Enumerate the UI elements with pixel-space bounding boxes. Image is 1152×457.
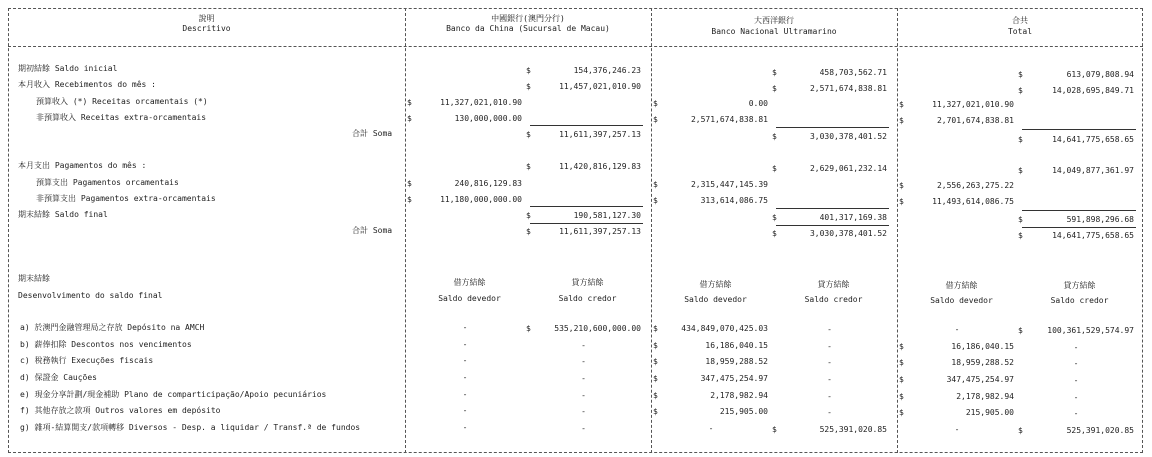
boc-credit-zh: 貸方結餘	[571, 278, 604, 287]
item-label: e) 現金分享計劃/現金補助 Plano de comparticipação/Apoio pecuniários	[20, 390, 327, 399]
amount-value: 16,186,040.15	[705, 341, 768, 350]
dash-value: -	[462, 406, 468, 415]
currency-sign: $	[653, 196, 658, 205]
bnu-value: 2,629,061,232.14	[809, 164, 887, 173]
currency-sign: $	[653, 374, 658, 383]
sum-rule	[776, 225, 889, 226]
dash-value: -	[581, 407, 586, 416]
boc-value: 154,376,246.23	[573, 66, 641, 75]
currency-sign: $	[772, 68, 777, 77]
currency-sign: $	[653, 324, 658, 333]
currency-sign: $	[772, 164, 777, 173]
total-value: 11,327,021,010.90	[932, 100, 1014, 109]
sum-rule	[530, 206, 643, 207]
dash-value: -	[827, 342, 832, 351]
currency-sign: $	[899, 197, 904, 206]
currency-sign: $	[899, 181, 904, 190]
boc-value: 11,180,000,000.00	[440, 195, 522, 204]
currency-sign: $	[899, 375, 904, 384]
amount-value: 2,178,982.94	[956, 392, 1014, 401]
currency-sign: $	[526, 324, 531, 333]
dash-value: -	[462, 356, 468, 365]
currency-sign: $	[772, 229, 777, 238]
sum-rule	[530, 223, 643, 224]
currency-sign: $	[653, 407, 658, 416]
bnu-value: 458,703,562.71	[819, 68, 887, 77]
currency-sign: $	[407, 114, 412, 123]
currency-sign: $	[1018, 231, 1023, 240]
dev-title-zh: 期末結餘	[18, 274, 50, 283]
boc-debit-pt: Saldo devedor	[438, 294, 501, 303]
currency-sign: $	[653, 180, 658, 189]
dash-value: -	[462, 373, 468, 382]
currency-sign: $	[526, 227, 531, 236]
amount-value: 100,361,529,574.97	[1047, 326, 1134, 335]
total-value: 591,898,296.68	[1066, 215, 1134, 224]
boc-value: 130,000,000.00	[454, 114, 522, 123]
total-debit-pt: Saldo devedor	[930, 296, 993, 305]
boc-debit-zh: 借方結餘	[453, 278, 486, 287]
total-value: 2,556,263,275.22	[936, 181, 1014, 190]
boc-value: 240,816,129.83	[454, 179, 522, 188]
row-label: 預算支出 Pagamentos orcamentais	[36, 178, 179, 187]
row-label: 非預算收入 Receitas extra-orcamentais	[36, 113, 207, 122]
dash-value: -	[462, 340, 468, 349]
currency-sign: $	[1018, 215, 1023, 224]
currency-sign: $	[526, 130, 531, 139]
column-divider	[405, 8, 406, 453]
dash-value: -	[1073, 343, 1079, 352]
dash-value: -	[581, 391, 586, 400]
item-label: f) 其他存放之款項 Outros valores em depósito	[20, 406, 221, 415]
item-label: g) 雜項-結算開支/款項轉移 Diversos - Desp. a liquidar / Transf.ª de fundos	[20, 423, 361, 432]
column-divider	[651, 8, 652, 453]
row-label: 期初結餘 Saldo inicial	[18, 64, 118, 73]
bnu-value: 0.00	[748, 99, 768, 108]
currency-sign: $	[1018, 326, 1023, 335]
sum-rule	[776, 208, 889, 209]
header-desc-pt: Descritivo	[182, 24, 231, 33]
soma-label: 合計 Soma	[352, 129, 393, 138]
bnu-credit-zh: 貸方結餘	[817, 280, 850, 289]
bnu-value: 2,571,674,838.81	[690, 115, 768, 124]
currency-sign: $	[1018, 86, 1023, 95]
boc-credit-pt: Saldo credor	[558, 294, 617, 303]
total-value: 11,493,614,086.75	[932, 197, 1014, 206]
dash-value: -	[827, 392, 832, 401]
dash-value: -	[581, 374, 586, 383]
amount-value: 18,959,288.52	[705, 357, 768, 366]
bnu-debit-pt: Saldo devedor	[684, 295, 747, 304]
dash-value: -	[827, 358, 832, 367]
total-value: 14,049,877,361.97	[1052, 166, 1134, 175]
dash-value: -	[581, 424, 586, 433]
currency-sign: $	[772, 425, 777, 434]
total-value: 2,701,674,838.81	[936, 116, 1014, 125]
currency-sign: $	[899, 408, 904, 417]
bnu-value: 3,030,378,401.52	[809, 229, 887, 238]
header-bnu-pt: Banco Nacional Ultramarino	[711, 27, 837, 36]
currency-sign: $	[653, 391, 658, 400]
currency-sign: $	[653, 357, 658, 366]
total-value: 14,641,775,658.65	[1052, 231, 1134, 240]
dash-value: -	[581, 357, 586, 366]
header-desc-zh: 說明	[198, 14, 215, 23]
currency-sign: $	[899, 358, 904, 367]
boc-value: 11,327,021,010.90	[440, 98, 522, 107]
sum-rule	[530, 125, 643, 126]
amount-value: 347,475,254.97	[946, 375, 1014, 384]
boc-value: 11,611,397,257.13	[559, 227, 641, 236]
dash-value: -	[462, 423, 468, 432]
total-value: 613,079,808.94	[1066, 70, 1134, 79]
header-bnu-zh: 大西洋銀行	[754, 16, 794, 25]
dash-value: -	[954, 325, 960, 334]
bnu-credit-pt: Saldo credor	[804, 295, 863, 304]
currency-sign: $	[899, 342, 904, 351]
sum-rule	[1022, 210, 1136, 211]
currency-sign: $	[899, 392, 904, 401]
currency-sign: $	[653, 115, 658, 124]
sum-rule	[1022, 129, 1136, 130]
bnu-value: 2,571,674,838.81	[809, 84, 887, 93]
currency-sign: $	[526, 211, 531, 220]
amount-value: 434,849,070,425.03	[681, 324, 768, 333]
total-value: 14,641,775,658.65	[1052, 135, 1134, 144]
header-divider	[8, 46, 1143, 47]
boc-value: 11,457,021,010.90	[559, 82, 641, 91]
bnu-value: 313,614,086.75	[700, 196, 768, 205]
boc-value: 11,420,816,129.83	[559, 162, 641, 171]
bnu-value: 401,317,169.38	[819, 213, 887, 222]
amount-value: 2,178,982.94	[710, 391, 768, 400]
dash-value: -	[827, 408, 832, 417]
currency-sign: $	[407, 98, 412, 107]
row-label: 本月收入 Recebimentos do mês :	[18, 80, 156, 89]
amount-value: 535,210,600,000.00	[554, 324, 641, 333]
boc-value: 11,611,397,257.13	[559, 130, 641, 139]
currency-sign: $	[772, 84, 777, 93]
sum-rule	[1022, 227, 1136, 228]
currency-sign: $	[772, 132, 777, 141]
header-total-pt: Total	[1007, 27, 1033, 36]
currency-sign: $	[1018, 70, 1023, 79]
row-label: 本月支出 Pagamentos do mês :	[18, 161, 147, 170]
amount-value: 215,905.00	[719, 407, 768, 416]
currency-sign: $	[899, 100, 904, 109]
dash-value: -	[708, 424, 714, 433]
dash-value: -	[827, 325, 832, 334]
amount-value: 18,959,288.52	[951, 358, 1014, 367]
item-label: b) 薪俸扣除 Descontos nos vencimentos	[20, 340, 192, 349]
currency-sign: $	[1018, 135, 1023, 144]
boc-value: 190,581,127.30	[573, 211, 641, 220]
amount-value: 525,391,020.85	[819, 425, 887, 434]
amount-value: 215,905.00	[965, 408, 1014, 417]
total-debit-zh: 借方結餘	[945, 281, 978, 290]
header-boc-zh: 中國銀行(澳門分行)	[491, 14, 565, 23]
soma-label: 合計 Soma	[352, 226, 393, 235]
dash-value: -	[1073, 359, 1079, 368]
column-divider	[897, 8, 898, 453]
dash-value: -	[581, 341, 586, 350]
dev-title-pt: Desenvolvimento do saldo final	[18, 291, 163, 300]
currency-sign: $	[653, 99, 658, 108]
dash-value: -	[1073, 409, 1079, 418]
currency-sign: $	[526, 162, 531, 171]
amount-value: 525,391,020.85	[1066, 426, 1134, 435]
currency-sign: $	[407, 179, 412, 188]
amount-value: 347,475,254.97	[700, 374, 768, 383]
item-label: d) 保證金 Cauções	[20, 373, 97, 382]
total-value: 14,028,695,849.71	[1052, 86, 1134, 95]
bnu-debit-zh: 借方結餘	[699, 280, 732, 289]
bnu-value: 2,315,447,145.39	[690, 180, 768, 189]
total-credit-pt: Saldo credor	[1050, 296, 1109, 305]
currency-sign: $	[1018, 166, 1023, 175]
dash-value: -	[1073, 393, 1079, 402]
currency-sign: $	[526, 82, 531, 91]
header-boc-pt: Banco da China (Sucursal de Macau)	[446, 24, 610, 33]
row-label: 期末結餘 Saldo final	[18, 210, 108, 219]
dash-value: -	[827, 375, 832, 384]
dash-value: -	[954, 425, 960, 434]
row-label: 非預算支出 Pagamentos extra-orcamentais	[36, 194, 216, 203]
currency-sign: $	[899, 116, 904, 125]
dash-value: -	[462, 390, 468, 399]
currency-sign: $	[526, 66, 531, 75]
currency-sign: $	[1018, 426, 1023, 435]
amount-value: 16,186,040.15	[951, 342, 1014, 351]
sum-rule	[776, 127, 889, 128]
row-label: 預算收入 (*) Receitas orcamentais (*)	[36, 97, 208, 106]
currency-sign: $	[772, 213, 777, 222]
header-total-zh: 合共	[1012, 16, 1028, 25]
dash-value: -	[1073, 376, 1079, 385]
item-label: c) 稅務執行 Execuções fiscais	[20, 356, 154, 365]
item-label: a) 於澳門金融管理局之存放 Depósito na AMCH	[20, 323, 205, 332]
bnu-value: 3,030,378,401.52	[809, 132, 887, 141]
currency-sign: $	[407, 195, 412, 204]
total-credit-zh: 貸方結餘	[1063, 281, 1096, 290]
currency-sign: $	[653, 341, 658, 350]
dash-value: -	[462, 323, 468, 332]
